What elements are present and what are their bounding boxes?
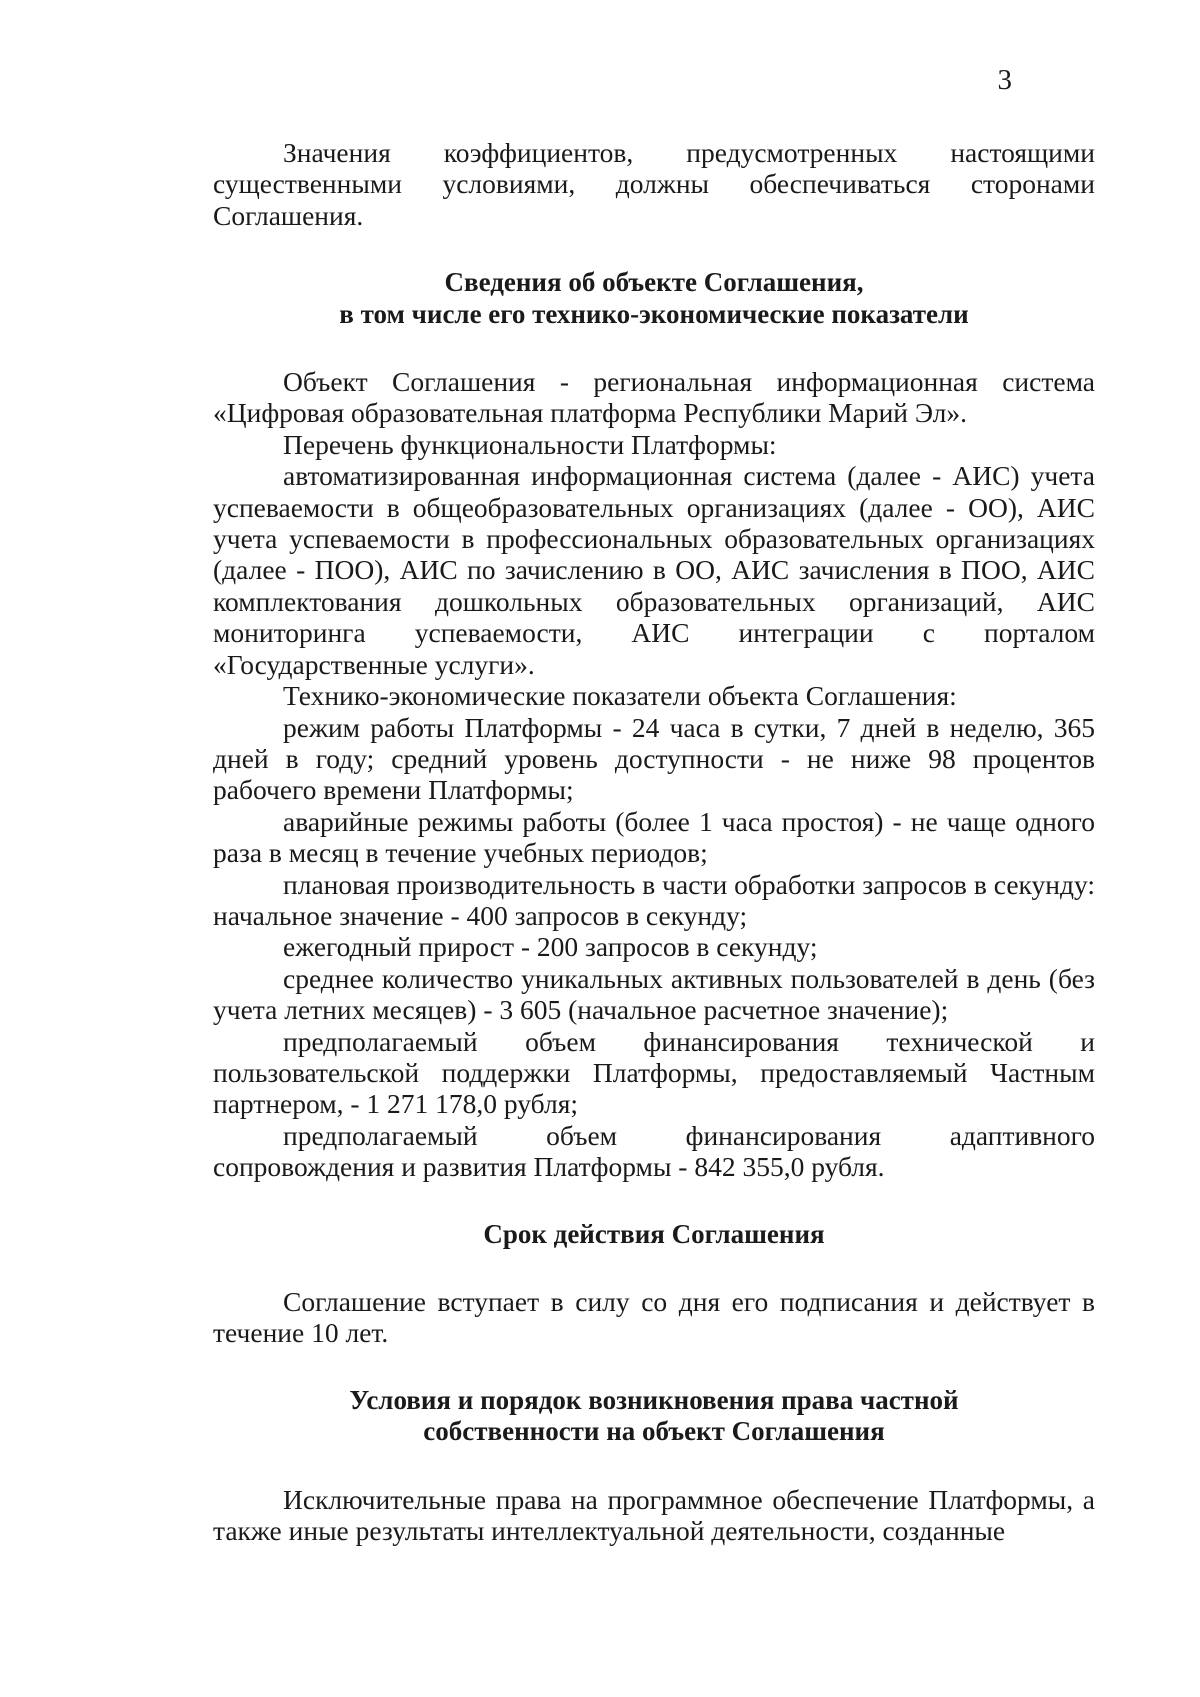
paragraph: Перечень функциональности Платформы: xyxy=(283,428,777,460)
paragraph: режим работы Платформы - 24 часа в сутки, 7 дней в неделю, 365 дней в году; средний уровень доступности - не ниже 98 процентов рабочего времени Платформы; xyxy=(213,711,1095,806)
paragraph: Объект Соглашения - региональная информационная система «Цифровая образовательная платформа Республики Марий Эл». xyxy=(213,366,1095,429)
section-heading-ownership xyxy=(213,1385,1095,1448)
paragraph: предполагаемый объем финансирования адаптивного сопровождения и развития Платформы - 842 355,0 рубля. xyxy=(213,1119,1095,1183)
heading-line: Условия и порядок возникновения права частной xyxy=(349,1384,959,1415)
heading-line: собственности на объект Соглашения xyxy=(423,1416,885,1447)
section-heading-term xyxy=(213,1219,1095,1250)
paragraph: Соглашение вступает в силу со дня его подписания и действует в течение 10 лет. xyxy=(213,1286,1095,1349)
document-body xyxy=(213,137,1095,1546)
paragraph: Технико-экономические показатели объекта Соглашения: xyxy=(283,680,957,712)
paragraph: ежегодный прирост - 200 запросов в секунду; xyxy=(283,931,818,963)
paragraph: автоматизированная информационная система (далее - АИС) учета успеваемости в общеобразовательных организациях (далее - ОО), АИС учета успеваемости в профессиональных образовательных организациях (далее - ПОО), АИС по зачислению в ОО, АИС зачисления в ПОО, АИС комплектования дошкольных образовательных организаций, АИС мониторинга успеваемости, АИС интеграции с порталом «Государственные услуги». xyxy=(213,460,1095,680)
heading-line: в том числе его технико-экономические показатели xyxy=(339,298,969,329)
page-number: 3 xyxy=(997,64,1012,96)
paragraph: среднее количество уникальных активных пользователей в день (без учета летних месяцев) - 3 605 (начальное расчетное значение); xyxy=(213,962,1095,1026)
paragraph: предполагаемый объем финансирования технической и пользовательской поддержки Платформы, предоставляемый Частным партнером, - 1 271 178,0 рубля; xyxy=(213,1025,1095,1120)
heading-line: Сведения об объекте Соглашения, xyxy=(444,267,864,298)
paragraph: аварийные режимы работы (более 1 часа простоя) - не чаще одного раза в месяц в течение учебных периодов; xyxy=(213,805,1095,869)
paragraph: Исключительные права на программное обеспечение Платформы, а также иные результаты интеллектуальной деятельности, созданные xyxy=(213,1483,1095,1547)
section-heading-object-info xyxy=(213,267,1095,330)
intro-paragraph: Значения коэффициентов, предусмотренных настоящими существенными условиями, должны обеспечиваться сторонами Соглашения. xyxy=(213,137,1095,231)
paragraph: плановая производительность в части обработки запросов в секунду: начальное значение - 400 запросов в секунду; xyxy=(213,868,1095,931)
heading-line: Срок действия Соглашения xyxy=(483,1218,825,1249)
